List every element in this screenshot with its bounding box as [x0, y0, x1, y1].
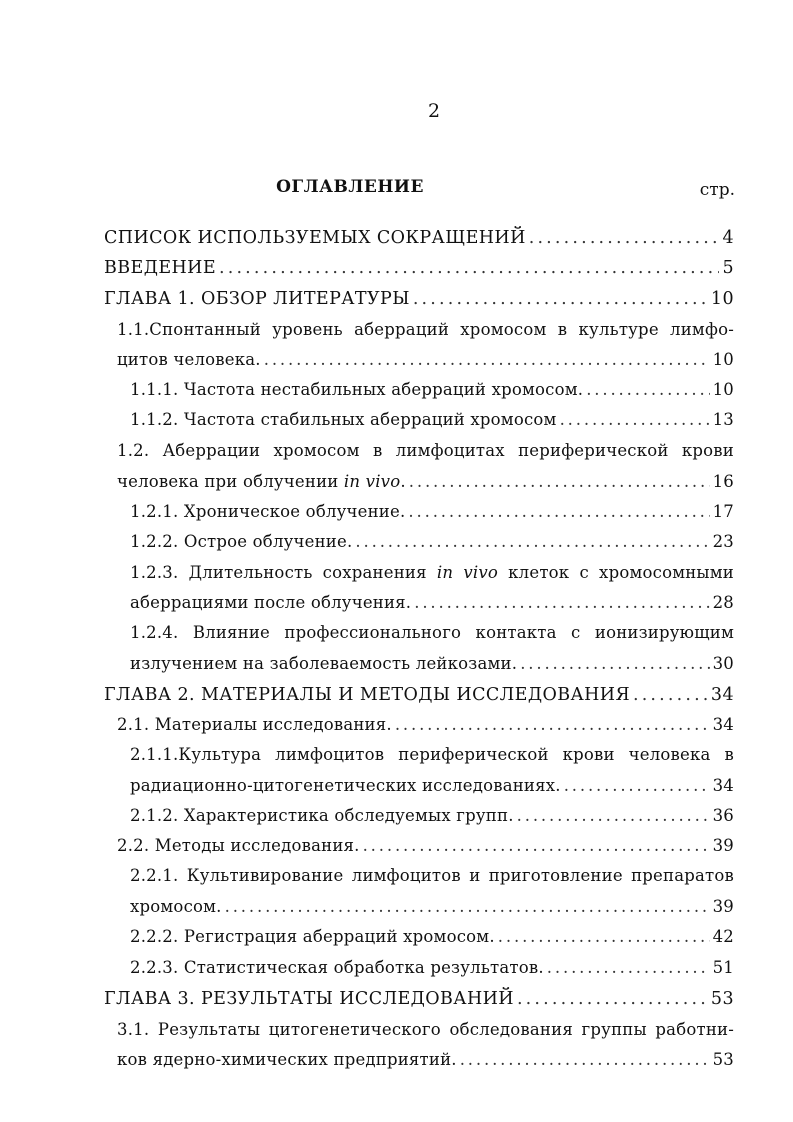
toc-entry-1-1-line1[interactable]: 1.1.Спонтанный уровень аберраций хромосом в культуре лимфо- [117, 320, 734, 339]
toc-entry-1-2-2[interactable] [130, 527, 734, 557]
dot-leader [586, 375, 709, 405]
toc-entry-text: 1.1.1. Частота нестабильных аберраций хромосом. [130, 380, 584, 399]
toc-entry-2-2[interactable] [117, 831, 734, 861]
toc-entry-1-1[interactable] [117, 345, 734, 375]
toc-entry-page: 10 [710, 289, 734, 309]
toc-entry-page: 39 [712, 836, 734, 855]
toc-entry-page: 13 [712, 410, 734, 429]
dot-leader [363, 831, 710, 861]
toc-entry-page: 34 [710, 685, 734, 705]
toc-entry-1-2-4[interactable] [130, 649, 734, 679]
toc-entry-2-2-3[interactable] [130, 953, 734, 983]
toc-entry-text: человека при облучении in vivo. [117, 472, 406, 491]
dot-leader [633, 680, 708, 710]
toc-entry-page: 10 [712, 380, 734, 399]
toc-entry-1-2[interactable] [117, 467, 734, 497]
toc-entry-text: 2.1.2. Характеристика обследуемых групп. [130, 806, 514, 825]
dot-leader [564, 771, 710, 801]
toc-entry-text: ГЛАВА 2. МАТЕРИАЛЫ И МЕТОДЫ ИССЛЕДОВАНИЯ [104, 685, 630, 705]
toc-entry-1-2-line1[interactable]: 1.2. Аберрации хромосом в лимфоцитах периферической крови [117, 441, 734, 460]
toc-entry-1-2-3[interactable] [130, 588, 734, 618]
toc-entry-text: 1.2.1. Хроническое облучение. [130, 502, 406, 521]
dot-leader [517, 984, 708, 1014]
dot-leader [517, 801, 710, 831]
toc-entry-page: 28 [712, 593, 734, 612]
toc-entry-2-1-1-line1[interactable]: 2.1.1.Культура лимфоцитов периферической крови человека в [130, 745, 734, 764]
toc-entry-page: 4 [722, 228, 734, 248]
toc-entry-page: 42 [712, 927, 734, 946]
toc-title: ОГЛАВЛЕНИЕ [276, 177, 424, 197]
toc-entry-text: хромосом. [130, 897, 222, 916]
toc-entry-page: 5 [722, 258, 734, 278]
dot-leader [355, 527, 709, 557]
italic-term: in vivo [343, 472, 401, 491]
toc-entry-2-1-1[interactable] [130, 771, 734, 801]
toc-entry-text: 2.2.2. Регистрация аберраций хромосом. [130, 927, 495, 946]
dot-leader [409, 467, 710, 497]
dot-leader [413, 284, 708, 314]
dot-leader [219, 253, 719, 283]
toc-entry-page: 36 [712, 806, 734, 825]
toc-entry-2-1-2[interactable] [130, 801, 734, 831]
dot-leader [225, 892, 710, 922]
dot-leader [520, 649, 709, 679]
dot-leader [529, 223, 720, 253]
toc-entry-1-2-1[interactable] [130, 497, 734, 527]
toc-entry-page: 51 [712, 958, 734, 977]
toc-entry-text: ГЛАВА 1. ОБЗОР ЛИТЕРАТУРЫ [104, 289, 410, 309]
toc-entry-page: 16 [712, 472, 734, 491]
page-number: 2 [427, 100, 441, 122]
dot-leader [560, 405, 710, 435]
toc-entry-chapter-2[interactable] [104, 680, 734, 710]
toc-entry-3-1[interactable] [117, 1045, 734, 1075]
toc-entry-page: 10 [712, 350, 734, 369]
toc-entry-chapter-1[interactable] [104, 284, 734, 314]
dot-leader [408, 497, 709, 527]
toc-entry-page: 53 [710, 989, 734, 1009]
dot-leader [498, 922, 710, 952]
toc-entry-2-1[interactable] [117, 710, 734, 740]
page-column-label: стр. [699, 180, 735, 200]
toc-entry-text: радиационно-цитогенетических исследованиях. [130, 776, 561, 795]
toc-entry-text: ков ядерно-химических предприятий. [117, 1050, 457, 1069]
toc-entry-chapter-3[interactable] [104, 984, 734, 1014]
toc-entry-text: 1.1.2. Частота стабильных аберраций хромосом [130, 410, 557, 429]
toc-entry-page: 23 [712, 532, 734, 551]
toc-entry-introduction[interactable] [104, 253, 734, 283]
toc-entry-2-2-1[interactable] [130, 892, 734, 922]
toc-entry-2-2-1-line1[interactable]: 2.2.1. Культивирование лимфоцитов и приготовление препаратов [130, 866, 734, 885]
toc-entry-1-1-2[interactable] [130, 405, 734, 435]
toc-entry-1-1-1[interactable] [130, 375, 734, 405]
toc-entry-page: 30 [712, 654, 734, 673]
toc-entry-text: 2.1. Материалы исследования. [117, 715, 392, 734]
toc-entry-text: 2.2. Методы исследования. [117, 836, 360, 855]
toc-entry-text: 2.2.3. Статистическая обработка результатов. [130, 958, 544, 977]
toc-entry-text: ВВЕДЕНИЕ [104, 258, 216, 278]
toc-entry-1-2-3-line1[interactable]: 1.2.3. Длительность сохранения in vivo клеток с хромосомными [130, 563, 735, 582]
dot-leader [460, 1045, 710, 1075]
toc-entry-text: 1.2.2. Острое облучение. [130, 532, 353, 551]
toc-entry-text: ГЛАВА 3. РЕЗУЛЬТАТЫ ИССЛЕДОВАНИЙ [104, 989, 514, 1009]
toc-entry-page: 39 [712, 897, 734, 916]
toc-entry-page: 17 [712, 502, 734, 521]
toc-entry-text: аберрациями после облучения. [130, 593, 412, 612]
toc-entry-text: СПИСОК ИСПОЛЬЗУЕМЫХ СОКРАЩЕНИЙ [104, 228, 526, 248]
dot-leader [547, 953, 710, 983]
toc-entry-1-2-4-line1[interactable]: 1.2.4. Влияние профессионального контакта с ионизирующим [130, 623, 734, 642]
toc-entry-page: 34 [712, 776, 734, 795]
toc-entry-page: 53 [712, 1050, 734, 1069]
italic-term: in vivo [436, 563, 499, 582]
dot-leader [264, 345, 710, 375]
toc-entry-3-1-line1[interactable]: 3.1. Результаты цитогенетического обследования группы работни- [117, 1020, 734, 1039]
toc-entry-text: излучением на заболеваемость лейкозами. [130, 654, 518, 673]
dot-leader [395, 710, 710, 740]
dot-leader [414, 588, 709, 618]
toc-entry-text: цитов человека. [117, 350, 261, 369]
toc-entry-page: 34 [712, 715, 734, 734]
toc-entry-abbreviations[interactable] [104, 223, 734, 253]
toc-entry-2-2-2[interactable] [130, 922, 734, 952]
